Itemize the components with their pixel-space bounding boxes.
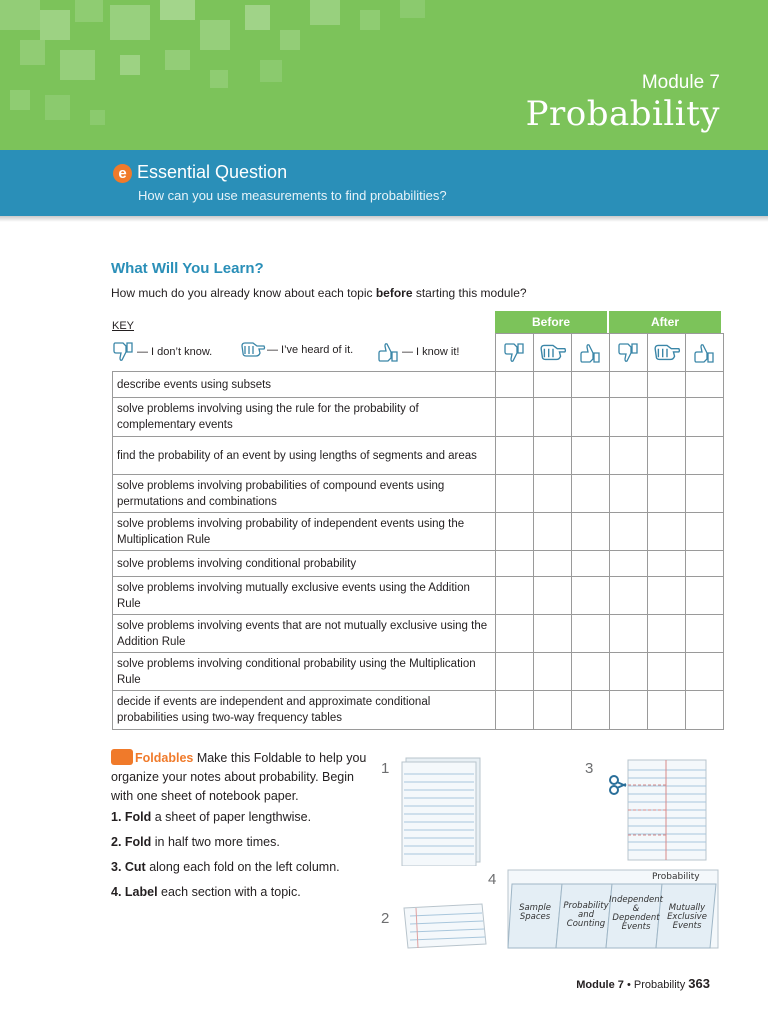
before-checkbox-cell[interactable] <box>495 512 534 551</box>
before-checkbox-cell[interactable] <box>495 397 534 437</box>
before-checkbox-cell[interactable] <box>495 690 534 730</box>
after-checkbox-cell[interactable] <box>609 512 648 551</box>
figure-number: 4 <box>488 871 497 888</box>
thumbs-sideways-icon <box>539 343 567 363</box>
module-header <box>0 0 768 150</box>
before-checkbox-cell[interactable] <box>495 436 534 475</box>
rating-header-cell <box>533 333 572 372</box>
before-checkbox-cell[interactable] <box>495 371 534 398</box>
before-checkbox-cell[interactable] <box>495 614 534 653</box>
rating-header-cell <box>571 333 610 372</box>
foldables-icon <box>111 749 133 765</box>
after-checkbox-cell[interactable] <box>685 652 724 691</box>
figure-number: 2 <box>381 910 390 927</box>
scissors-icon <box>610 776 626 794</box>
thumbs-up-icon <box>377 341 401 363</box>
thumbs-up-icon <box>579 340 603 366</box>
module-number: Module 7 <box>641 72 720 93</box>
rating-header-cell <box>685 333 724 372</box>
after-checkbox-cell[interactable] <box>609 436 648 475</box>
module-title: Probability <box>525 94 720 134</box>
rating-header-cell <box>609 333 648 372</box>
after-checkbox-cell[interactable] <box>647 512 686 551</box>
fold-step: 3. Cut along each fold on the left column. <box>111 860 340 874</box>
after-checkbox-cell[interactable] <box>647 550 686 577</box>
before-header: Before <box>495 311 607 333</box>
topic-cell: solve problems involving mutually exclusive events using the Addition Rule <box>112 576 496 615</box>
band-shadow <box>0 216 768 222</box>
after-checkbox-cell[interactable] <box>609 614 648 653</box>
topic-cell: solve problems involving conditional probability <box>112 550 496 577</box>
after-checkbox-cell[interactable] <box>609 652 648 691</box>
topic-cell: find the probability of an event by using lengths of segments and areas <box>112 436 496 475</box>
before-checkbox-cell[interactable] <box>533 436 572 475</box>
after-checkbox-cell[interactable] <box>685 690 724 730</box>
before-checkbox-cell[interactable] <box>533 614 572 653</box>
foldable-label: Independent & Dependent Events <box>609 895 663 932</box>
before-checkbox-cell[interactable] <box>533 371 572 398</box>
key-know-it: — I know it! <box>377 341 459 363</box>
key-dont-know: — I don’t know. <box>112 341 212 363</box>
after-header: After <box>609 311 721 333</box>
after-checkbox-cell[interactable] <box>685 614 724 653</box>
essential-question-text: How can you use measurements to find probabilities? <box>138 188 447 203</box>
before-checkbox-cell[interactable] <box>495 474 534 513</box>
foldables-intro: Foldables Make this Foldable to help you organize your notes about probability. Begin with one sheet of notebook paper. <box>111 751 367 803</box>
after-checkbox-cell[interactable] <box>609 397 648 437</box>
after-checkbox-cell[interactable] <box>647 436 686 475</box>
thumbs-down-icon <box>112 341 136 363</box>
fold-figure-1 <box>400 756 482 866</box>
before-checkbox-cell[interactable] <box>571 474 610 513</box>
after-checkbox-cell[interactable] <box>685 512 724 551</box>
footer-title: Probability <box>633 979 686 991</box>
key-label: KEY <box>112 320 135 332</box>
topic-cell: solve problems involving events that are not mutually exclusive using the Addition Rule <box>112 614 496 653</box>
foldables-brand: Foldables <box>135 751 194 765</box>
before-checkbox-cell[interactable] <box>571 614 610 653</box>
foldables-steps <box>111 810 340 910</box>
fold-figure-4 <box>504 868 720 950</box>
thumbs-sideways-icon <box>653 343 681 363</box>
topic-cell: solve problems involving using the rule for the probability of complementary events <box>112 397 496 437</box>
before-checkbox-cell[interactable] <box>571 397 610 437</box>
rating-header-cell <box>647 333 686 372</box>
fold-step: 2. Fold in half two more times. <box>111 835 280 849</box>
thumbs-down-icon <box>617 340 641 366</box>
fold-figure-2 <box>402 900 488 952</box>
foldable-label: Mutually Exclusive Events <box>667 903 707 931</box>
before-checkbox-cell[interactable] <box>571 512 610 551</box>
after-checkbox-cell[interactable] <box>647 371 686 398</box>
page-footer: Module 7 • Probability 363 <box>576 976 710 991</box>
before-checkbox-cell[interactable] <box>571 550 610 577</box>
key-heard-of-it: — I’ve heard of it. <box>240 341 353 359</box>
thumbs-up-icon <box>693 340 717 366</box>
before-checkbox-cell[interactable] <box>495 550 534 577</box>
figure-number: 3 <box>585 760 594 777</box>
after-checkbox-cell[interactable] <box>685 436 724 475</box>
foldable-label: Sample Spaces <box>519 903 551 922</box>
after-checkbox-cell[interactable] <box>647 690 686 730</box>
after-checkbox-cell[interactable] <box>609 690 648 730</box>
before-checkbox-cell[interactable] <box>495 652 534 691</box>
page-number: 363 <box>688 976 710 991</box>
before-checkbox-cell[interactable] <box>571 371 610 398</box>
before-checkbox-cell[interactable] <box>571 576 610 615</box>
foldable-header-label: Probability <box>652 872 700 882</box>
thumbs-down-icon <box>503 340 527 366</box>
topic-cell: solve problems involving probability of independent events using the Multiplication Rule <box>112 512 496 551</box>
after-checkbox-cell[interactable] <box>647 397 686 437</box>
before-checkbox-cell[interactable] <box>533 397 572 437</box>
after-checkbox-cell[interactable] <box>685 397 724 437</box>
after-checkbox-cell[interactable] <box>647 576 686 615</box>
before-checkbox-cell[interactable] <box>533 652 572 691</box>
after-checkbox-cell[interactable] <box>609 474 648 513</box>
section-title: What Will You Learn? <box>111 260 264 277</box>
rating-header-cell <box>495 333 534 372</box>
before-checkbox-cell[interactable] <box>571 652 610 691</box>
after-checkbox-cell[interactable] <box>685 474 724 513</box>
essential-question-heading: Essential Question <box>137 162 288 182</box>
footer-module: Module 7 <box>576 979 624 991</box>
fold-step: 4. Label each section with a topic. <box>111 885 301 899</box>
thumbs-sideways-icon <box>240 341 266 359</box>
after-checkbox-cell[interactable] <box>685 576 724 615</box>
essential-question-band <box>0 150 768 216</box>
before-checkbox-cell[interactable] <box>533 690 572 730</box>
before-checkbox-cell[interactable] <box>533 512 572 551</box>
topic-cell: solve problems involving conditional probability using the Multiplication Rule <box>112 652 496 691</box>
after-checkbox-cell[interactable] <box>685 371 724 398</box>
before-checkbox-cell[interactable] <box>495 576 534 615</box>
topic-cell: decide if events are independent and approximate conditional probabilities using two-way frequency tables <box>112 690 496 730</box>
after-checkbox-cell[interactable] <box>647 474 686 513</box>
topic-cell: describe events using subsets <box>112 371 496 398</box>
before-checkbox-cell[interactable] <box>571 690 610 730</box>
after-checkbox-cell[interactable] <box>609 550 648 577</box>
after-checkbox-cell[interactable] <box>647 614 686 653</box>
essential-question-icon: e <box>113 164 132 183</box>
after-checkbox-cell[interactable] <box>609 371 648 398</box>
fold-step: 1. Fold a sheet of paper lengthwise. <box>111 810 312 824</box>
figure-number: 1 <box>381 760 390 777</box>
after-checkbox-cell[interactable] <box>685 550 724 577</box>
topic-cell: solve problems involving probabilities of compound events using permutations and combinations <box>112 474 496 513</box>
before-checkbox-cell[interactable] <box>533 550 572 577</box>
after-checkbox-cell[interactable] <box>609 576 648 615</box>
fold-figure-3 <box>606 758 708 862</box>
foldable-label: Probability and Counting <box>563 901 609 929</box>
before-checkbox-cell[interactable] <box>533 576 572 615</box>
after-checkbox-cell[interactable] <box>647 652 686 691</box>
learn-prompt: How much do you already know about each topic before starting this module? <box>111 286 527 300</box>
before-checkbox-cell[interactable] <box>571 436 610 475</box>
before-checkbox-cell[interactable] <box>533 474 572 513</box>
